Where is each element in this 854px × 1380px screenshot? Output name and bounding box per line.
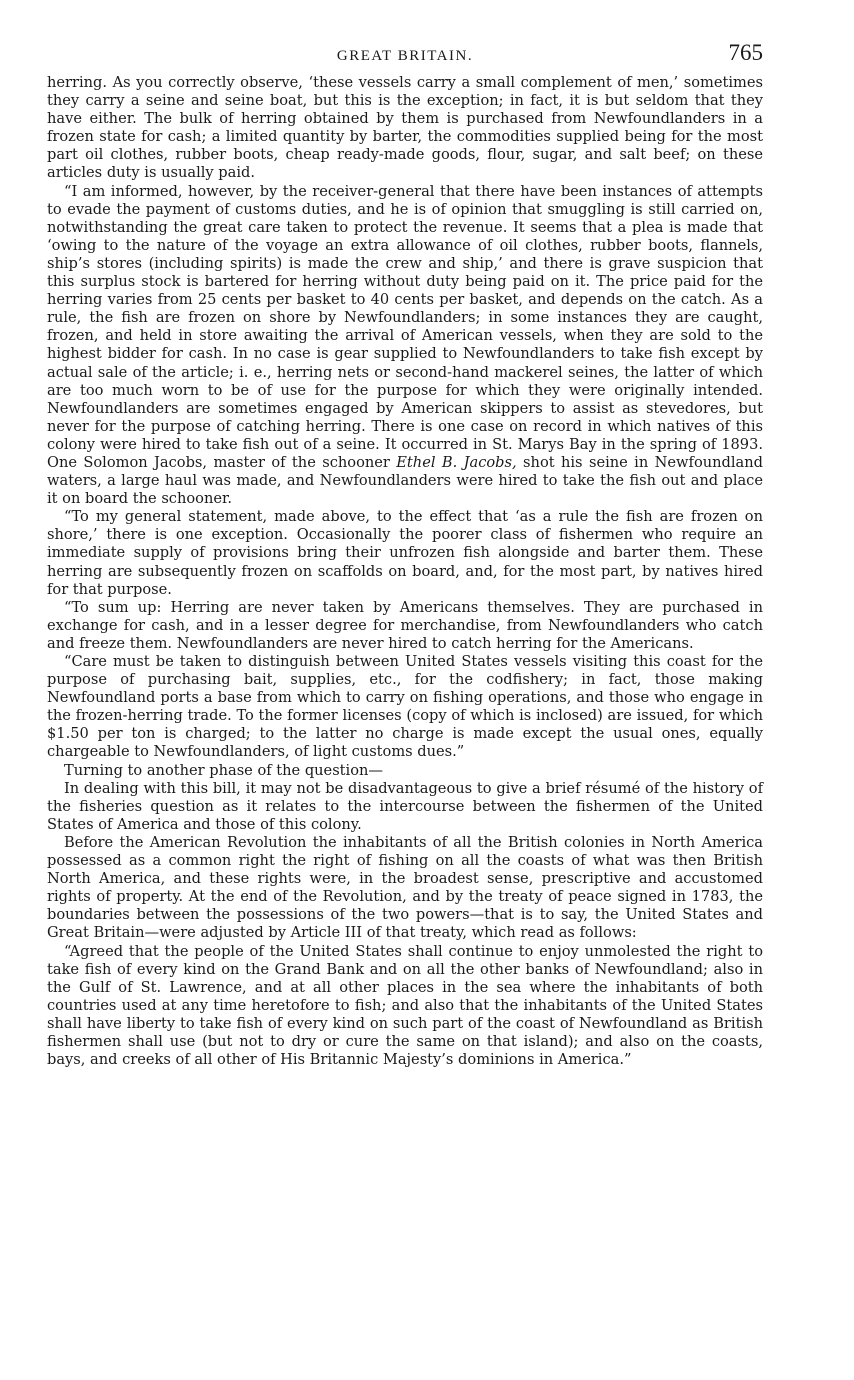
running-head bbox=[47, 40, 763, 74]
page-number: 765 bbox=[728, 40, 763, 65]
paragraph: Turning to another phase of the question— bbox=[64, 761, 383, 779]
vessel-name: Ethel B. Jacobs, bbox=[396, 453, 517, 471]
paragraph-text: shot his seine in Newfoundland waters, a large haul was made, and Newfoundlanders were hired to take the fish out and place it on board the schooner. bbox=[47, 453, 763, 508]
body-text bbox=[47, 74, 763, 1069]
paragraph: “Agreed that the people of the United States shall continue to enjoy unmolested the right to take fish of every kind on the Grand Bank and on all the other banks of Newfoundland; also in the Gulf of St. Lawrence, and at all other places in the sea where the inhabitants of both countries used at any time heretofore to fish; and also that the inhabitants of the United States shall have liberty to take fish of every kind on such part of the coast of Newfoundland as British fishermen shall use (but not to dry or cure the same on that island); and also on the coasts, bays, and creeks of all other of His Britannic Majesty’s dominions in America.” bbox=[47, 942, 763, 1069]
running-title: GREAT BRITAIN. bbox=[336, 48, 474, 64]
paragraph: herring. As you correctly observe, ‘these vessels carry a small complement of men,’ sometimes they carry a seine and seine boat, but this is the exception; in fact, it is but seldom that they have either. The bulk of herring obtained by them is purchased from Newfoundlanders in a frozen state for cash; a limited quantity by barter, the commodities supplied being for the most part oil clothes, rubber boots, cheap ready-made goods, flour, sugar, and salt beef; on these articles duty is usually paid. bbox=[47, 74, 763, 182]
paragraph: “To sum up: Herring are never taken by Americans themselves. They are purchased in exchange for cash, and in a lesser degree for merchandise, from Newfoundlanders who catch and freeze them. Newfoundlanders are never hired to catch herring for the Americans. bbox=[47, 598, 763, 652]
paragraph: Before the American Revolution the inhabitants of all the British colonies in North America possessed as a common right the right of fishing on all the coasts of what was then British North America, and these rights were, in the broadest sense, prescriptive and accustomed rights of property. At the end of the Revolution, and by the treaty of peace signed in 1783, the boundaries between the possessions of the two powers—that is to say, the United States and Great Britain—were adjusted by Article III of that treaty, which read as follows: bbox=[47, 833, 763, 942]
paragraph: “To my general statement, made above, to the effect that ‘as a rule the fish are frozen on shore,’ there is one exception. Occasionally the poorer class of fishermen who require an immediate supply of provisions bring their unfrozen fish alongside and barter them. These herring are subsequently frozen on scaffolds on board, and, for the most part, by natives hired for that purpose. bbox=[47, 508, 763, 598]
paragraph: In dealing with this bill, it may not be disadvantageous to give a brief résumé of the history of the fisheries question as it relates to the intercourse between the fishermen of the United States of America and those of this colony. bbox=[47, 779, 763, 833]
document-page bbox=[47, 40, 763, 1069]
paragraph: “Care must be taken to distinguish between United States vessels visiting this coast for the purpose of purchasing bait, supplies, etc., for the codfishery; in fact, those making Newfoundland ports a base from which to carry on fishing operations, and those who engage in the frozen-herring trade. To the former licenses (copy of which is inclosed) are issued, for which $1.50 per ton is charged; to the latter no charge is made except the usual ones, equally chargeable to Newfoundlanders, of light customs dues.” bbox=[47, 653, 763, 761]
paragraph bbox=[47, 183, 763, 509]
paragraph-text: “I am informed, however, by the receiver-general that there have been instances of attempts to evade the payment of customs duties, and he is of opinion that smuggling is still carried on, notwithstanding the great care taken to protect the revenue. It seems that a plea is made that ‘owing to the nature of the voyage an extra allowance of oil clothes, rubber boots, flannels, ship’s stores (including spirits) is made the crew and ship,’ and there is grave suspicion that this surplus stock is bartered for herring without duty being paid on it. The price paid for the herring varies from 25 cents per basket to 40 cents per basket, and depends on the catch. As a rule, the fish are frozen on shore by Newfoundlanders; in some instances they are caught, frozen, and held in store awaiting the arrival of American vessels, when they are sold to the highest bidder for cash. In no case is gear supplied to Newfoundlanders to take fish except by actual sale of the article; i. e., herring nets or second-hand mackerel seines, the latter of which are too much worn to be of use for the purpose for which they were originally intended. Newfoundlanders are sometimes engaged by American skippers to assist as stevedores, but never for the purpose of catching herring. There is one case on record in which natives of this colony were hired to take fish out of a seine. It occurred in St. Marys Bay in the spring of 1893. One Solomon Jacobs, master of the schooner bbox=[47, 182, 763, 471]
